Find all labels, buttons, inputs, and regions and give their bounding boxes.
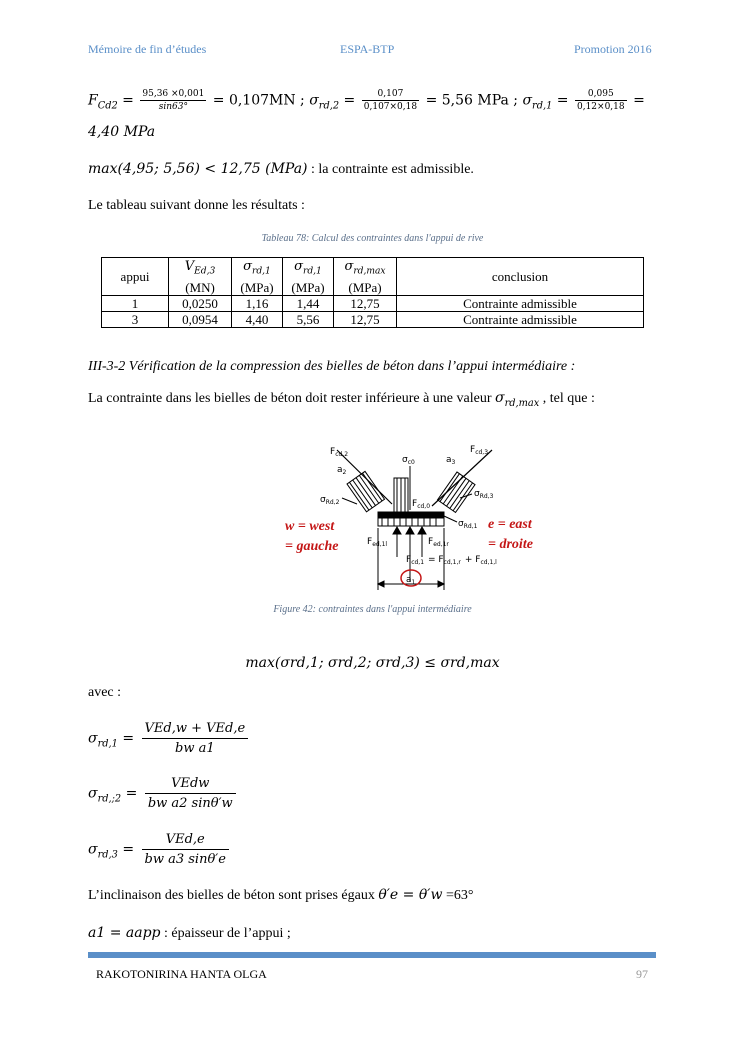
- table-cell: 12,75: [334, 295, 397, 311]
- equation-fcd2: $F_{Cd2}$ = $\frac{95,36 \times 0,001}{\sin 63^\circ}$ = 0,107MN ; $\sigma_{rd,2}$ = $\frac{0,107}{0,107\times 0,18}$ = 5,56 MPa ; $\sigma_{rd,1}$ = $\frac{0,095}{0,12\times 0,18}$ =: [88, 89, 645, 112]
- footer-bar: [88, 952, 656, 958]
- header-cell: $V_{Ed,3}$ (MN): [169, 258, 232, 296]
- a1-paragraph: a1 = aapp : épaisseur de l’appui ;: [88, 925, 291, 941]
- footer-author: RAKOTONIRINA HANTA OLGA: [96, 967, 267, 981]
- label-fcd0: $F_{cd,0}$: [412, 499, 431, 510]
- table-cell: 12,75: [334, 311, 397, 327]
- label-sigma-rd2: $\sigma_{Rd,2}$: [320, 495, 340, 506]
- avec-label: avec :: [88, 685, 122, 700]
- label-a1: $a_1$: [406, 575, 416, 586]
- label-sigma-rd1: $\sigma_{Rd,1}$: [458, 519, 478, 530]
- label-fcd3: $F_{cd,3}$: [470, 445, 489, 456]
- header-cell: conclusion: [397, 258, 644, 296]
- west-label-fr: = gauche: [285, 539, 339, 554]
- label-fcd1-equation: $F_{cd,1} = F_{cd,1,r} + F_{cd,1,l}$: [406, 555, 497, 566]
- label-fed1l: $F_{ed,1l}$: [367, 537, 388, 548]
- table-row: [102, 295, 644, 311]
- equation-result: 4,40 MPa: [88, 124, 156, 140]
- max-check-formula: max(4,95; 5,56) < 12,75 (MPa): [88, 161, 308, 177]
- section-title: III-3-2 Vérification de la compression des bielles de béton dans l’appui intermédiaire :: [88, 359, 576, 374]
- header-cell: $\sigma_{rd,1}$ (MPa): [232, 258, 283, 296]
- figure-caption: Figure 42: contraintes dans l'appui intermédiaire: [273, 604, 472, 615]
- table-cell: 0,0250: [169, 295, 232, 311]
- results-table: [101, 257, 644, 328]
- header-left: Mémoire de fin d’études: [88, 42, 207, 56]
- header-right: Promotion 2016: [574, 42, 652, 56]
- label-sigma-c0: $\sigma_{c0}$: [402, 455, 415, 466]
- table-header-row: [102, 258, 644, 296]
- label-a3: $a_3$: [446, 455, 456, 466]
- header-center: ESPA-BTP: [340, 42, 395, 56]
- inclination-paragraph: L’inclinaison des bielles de béton sont prises égaux θ′e = θ′w =63°: [88, 887, 474, 903]
- max-check-paragraph: max(4,95; 5,56) < 12,75 (MPa) : la contrainte est admissible.: [88, 161, 474, 177]
- formula-sigma-rd3: $\sigma_{rd,3}$ = VEd,e bw a3 sinθ′e: [88, 831, 232, 868]
- east-label: e = east: [488, 517, 532, 532]
- table-cell: 1,44: [283, 295, 334, 311]
- header-cell: appui: [102, 258, 169, 296]
- table-cell: Contrainte admissible: [397, 311, 644, 327]
- formula-sigma-rd2: $\sigma_{rd,;2}$ = VEdw bw a2 sinθ′w: [88, 775, 239, 812]
- page-number: 97: [636, 967, 648, 981]
- table-intro: Le tableau suivant donne les résultats :: [88, 198, 305, 213]
- table-cell: 4,40: [232, 311, 283, 327]
- east-label-fr: = droite: [488, 537, 533, 552]
- table-cell: 5,56: [283, 311, 334, 327]
- west-label: w = west: [285, 519, 335, 534]
- support-stress-figure: [282, 432, 564, 602]
- label-sigma-rd3: $\sigma_{Rd,3}$: [474, 489, 494, 500]
- header-cell: $\sigma_{rd,1}$ (MPa): [283, 258, 334, 296]
- table-cell: Contrainte admissible: [397, 295, 644, 311]
- label-fed1r: $F_{ed,1r}$: [428, 537, 449, 548]
- table-cell: 3: [102, 311, 169, 327]
- label-fcd2: $F_{cd,2}$: [330, 447, 349, 458]
- table-cell: 1,16: [232, 295, 283, 311]
- label-a2: $a_2$: [337, 465, 347, 476]
- table-row: [102, 311, 644, 327]
- max-condition: max(σrd,1; σrd,2; σrd,3) ≤ σrd,max: [245, 655, 500, 671]
- table-cell: 0,0954: [169, 311, 232, 327]
- formula-sigma-rd1: $\sigma_{rd,1}$ = VEd,w + VEd,e bw a1: [88, 720, 251, 757]
- table-cell: 1: [102, 295, 169, 311]
- header-cell: $\sigma_{rd,max}$ (MPa): [334, 258, 397, 296]
- stress-paragraph: La contrainte dans les bielles de béton doit rester inférieure à une valeur $\sigma_{rd,max}$ , tel que :: [88, 390, 595, 409]
- table-caption: Tableau 78: Calcul des contraintes dans l'appui de rive: [261, 233, 484, 244]
